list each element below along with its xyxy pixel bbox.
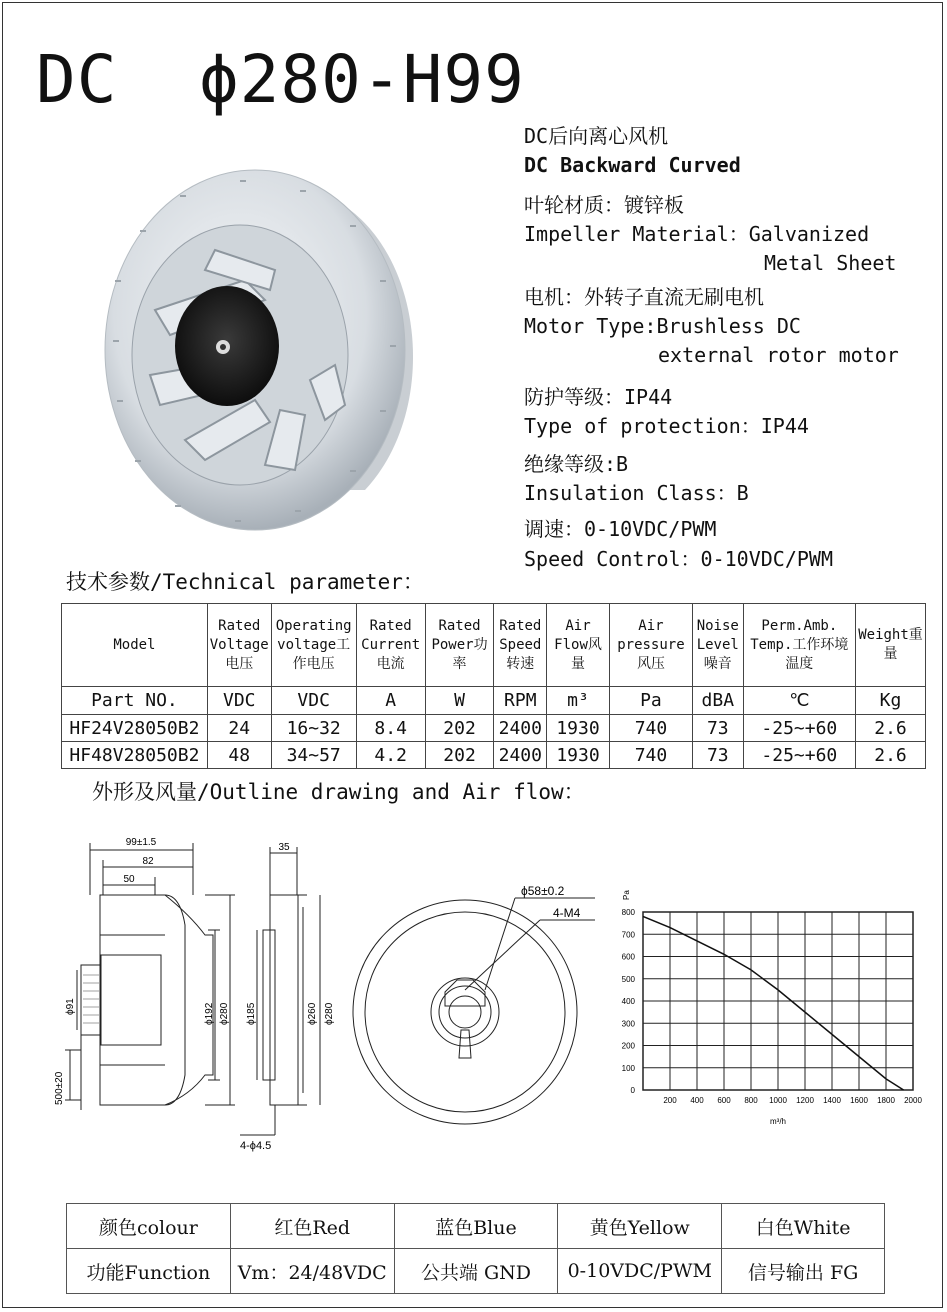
spec-motor-cn: 电机：外转子直流无刷电机 xyxy=(524,285,764,309)
value-cell: 2400 xyxy=(494,742,547,769)
y-tick-label: 0 xyxy=(630,1086,635,1095)
spec-insulation-en: Insulation Class：B xyxy=(524,481,749,505)
y-tick-label: 500 xyxy=(621,974,635,984)
pq-curve xyxy=(643,916,904,1090)
y-tick-label: 300 xyxy=(621,1019,635,1029)
unit-cell: A xyxy=(356,687,425,715)
unit-cell: RPM xyxy=(494,687,547,715)
unit-cell: Pa xyxy=(609,687,692,715)
x-tick-label: 1200 xyxy=(796,1096,814,1105)
value-cell: 2400 xyxy=(494,715,547,742)
spec-insulation-cn: 绝缘等级:B xyxy=(524,452,629,476)
header-cell: Rated Power功率 xyxy=(425,604,494,687)
dim-35: 35 xyxy=(278,842,290,853)
table-header-row xyxy=(62,604,926,687)
spec-protection-en: Type of protection：IP44 xyxy=(524,414,809,438)
wire-cell: 黄色Yellow xyxy=(558,1204,722,1249)
value-cell: -25~+60 xyxy=(743,715,855,742)
dim-82: 82 xyxy=(142,856,154,867)
value-cell: 740 xyxy=(609,742,692,769)
airflow-chart xyxy=(605,880,935,1130)
y-tick-label: 100 xyxy=(621,1063,635,1073)
header-cell: Model xyxy=(62,604,208,687)
value-cell: -25~+60 xyxy=(743,742,855,769)
unit-cell: VDC xyxy=(207,687,271,715)
dim-500: 500±20 xyxy=(54,1071,65,1105)
wire-cell: 红色Red xyxy=(230,1204,394,1249)
spec-speed-en: Speed Control：0-10VDC/PWM xyxy=(524,547,833,571)
dim-d280-profile: ϕ280 xyxy=(324,1002,335,1025)
table-row xyxy=(67,1249,885,1294)
table-row xyxy=(62,715,926,742)
wire-cell: 功能Function xyxy=(67,1249,231,1294)
profile-view-drawing xyxy=(235,835,345,1165)
model-cell: HF48V28050B2 xyxy=(62,742,208,769)
spec-impeller-cn: 叶轮材质：镀锌板 xyxy=(524,193,684,217)
dim-d58: ϕ58±0.2 xyxy=(521,884,565,898)
side-view-drawing xyxy=(45,835,245,1165)
unit-cell: Part NO. xyxy=(62,687,208,715)
spec-type-cn: DC后向离心风机 xyxy=(524,124,669,148)
table-row xyxy=(62,742,926,769)
unit-cell: ℃ xyxy=(743,687,855,715)
wire-cell: 公共端 GND xyxy=(394,1249,558,1294)
outline-drawing-title: 外形及风量/Outline drawing and Air flow： xyxy=(92,780,585,804)
y-tick-label: 200 xyxy=(621,1041,635,1051)
header-cell: Noise Level噪音 xyxy=(692,604,743,687)
value-cell: 73 xyxy=(692,742,743,769)
unit-cell: dBA xyxy=(692,687,743,715)
y-tick-label: 400 xyxy=(621,997,635,1006)
dim-m4: 4-M4 xyxy=(553,906,581,920)
spec-impeller-en-2: Metal Sheet xyxy=(764,251,897,275)
dim-50: 50 xyxy=(123,874,135,885)
x-axis-label: m³/h xyxy=(770,1117,786,1126)
y-tick-label: 700 xyxy=(621,930,635,940)
unit-cell: Kg xyxy=(856,687,926,715)
wire-cell: 信号输出 FG xyxy=(722,1249,885,1294)
dim-99: 99±1.5 xyxy=(125,837,157,848)
y-tick-label: 800 xyxy=(621,908,635,917)
unit-cell: W xyxy=(425,687,494,715)
wire-cell: 颜色colour xyxy=(67,1204,231,1249)
value-cell: 16~32 xyxy=(271,715,356,742)
y-tick-label: 600 xyxy=(621,952,635,962)
x-tick-label: 400 xyxy=(690,1096,704,1105)
value-cell: 202 xyxy=(425,715,494,742)
fan-image xyxy=(95,160,445,545)
header-cell: Perm.Amb. Temp.工作环境温度 xyxy=(743,604,855,687)
unit-cell: m³ xyxy=(547,687,610,715)
spec-motor-en-2: external rotor motor xyxy=(658,343,899,367)
value-cell: 2.6 xyxy=(856,715,926,742)
x-tick-label: 200 xyxy=(663,1096,677,1105)
header-cell: Rated Current电流 xyxy=(356,604,425,687)
value-cell: 1930 xyxy=(547,742,610,769)
value-cell: 48 xyxy=(207,742,271,769)
header-cell: Air Flow风量 xyxy=(547,604,610,687)
x-tick-label: 1600 xyxy=(850,1096,868,1105)
model-cell: HF24V28050B2 xyxy=(62,715,208,742)
wire-cell: 0-10VDC/PWM xyxy=(558,1249,722,1294)
product-title: DC ϕ280-H99 xyxy=(36,41,525,118)
value-cell: 24 xyxy=(207,715,271,742)
x-tick-label: 1000 xyxy=(769,1096,787,1105)
value-cell: 34~57 xyxy=(271,742,356,769)
wire-cell: 蓝色Blue xyxy=(394,1204,558,1249)
header-cell: Air pressure风压 xyxy=(609,604,692,687)
x-tick-label: 2000 xyxy=(904,1096,922,1105)
spec-impeller-en-1: Impeller Material：Galvanized xyxy=(524,222,870,246)
unit-cell: VDC xyxy=(271,687,356,715)
value-cell: 8.4 xyxy=(356,715,425,742)
technical-parameter-table xyxy=(61,603,926,769)
spec-motor-en-1: Motor Type:Brushless DC xyxy=(524,314,801,338)
dim-d260: ϕ260 xyxy=(307,1002,318,1025)
header-cell: Operating voltage工作电压 xyxy=(271,604,356,687)
dim-d91: ϕ91 xyxy=(65,998,76,1015)
dim-d280-side: ϕ280 xyxy=(219,1002,230,1025)
value-cell: 1930 xyxy=(547,715,610,742)
x-tick-label: 1400 xyxy=(823,1096,841,1105)
dim-d185: ϕ185 xyxy=(246,1002,257,1025)
value-cell: 73 xyxy=(692,715,743,742)
spec-type-en: DC Backward Curved xyxy=(524,153,741,177)
table-units-row xyxy=(62,687,926,715)
dim-d192: ϕ192 xyxy=(204,1002,215,1025)
y-axis-label: Pa xyxy=(622,890,631,900)
tech-parameter-title: 技术参数/Technical parameter： xyxy=(66,570,424,594)
value-cell: 202 xyxy=(425,742,494,769)
spec-protection-cn: 防护等级：IP44 xyxy=(524,385,673,409)
wire-color-table xyxy=(66,1203,885,1294)
table-row xyxy=(67,1204,885,1249)
x-tick-label: 1800 xyxy=(877,1096,895,1105)
header-cell: Weight重量 xyxy=(856,604,926,687)
wire-cell: 白色White xyxy=(722,1204,885,1249)
x-tick-label: 600 xyxy=(717,1096,731,1105)
spec-speed-cn: 调速：0-10VDC/PWM xyxy=(524,517,717,541)
wire-cell: Vm：24/48VDC xyxy=(230,1249,394,1294)
dim-holes: 4-ϕ4.5 xyxy=(240,1140,272,1152)
value-cell: 740 xyxy=(609,715,692,742)
front-view-drawing xyxy=(345,880,605,1140)
x-tick-label: 800 xyxy=(744,1096,758,1105)
value-cell: 2.6 xyxy=(856,742,926,769)
header-cell: Rated Speed转速 xyxy=(494,604,547,687)
value-cell: 4.2 xyxy=(356,742,425,769)
header-cell: Rated Voltage电压 xyxy=(207,604,271,687)
